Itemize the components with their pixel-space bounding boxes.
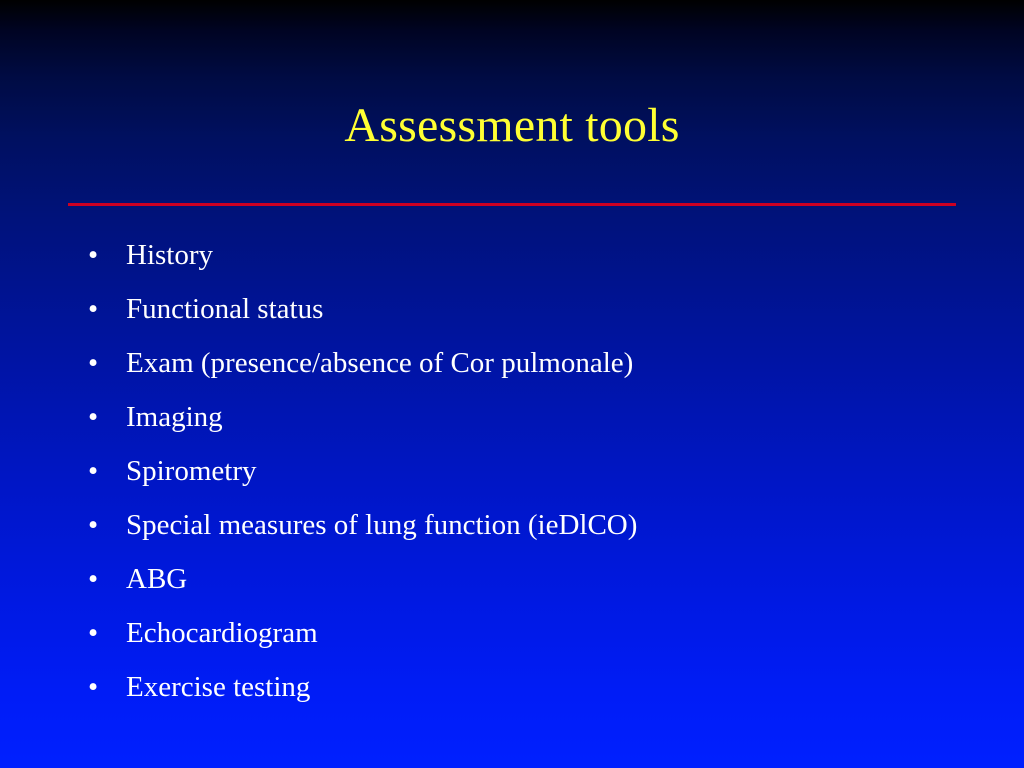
list-item-label: Functional status [126, 293, 324, 325]
bullet-icon: • [88, 455, 99, 487]
list-item [78, 390, 978, 444]
bullet-icon: • [88, 671, 99, 703]
list-item-label: Exercise testing [126, 671, 311, 703]
title-divider [68, 203, 956, 206]
list-item [78, 498, 978, 552]
list-item [78, 228, 978, 282]
list-item-label: Echocardiogram [126, 617, 318, 649]
list-item-label: Spirometry [126, 455, 257, 487]
list-item-label: ABG [126, 563, 188, 595]
bullet-icon: • [88, 563, 99, 595]
page-title: Assessment tools [344, 99, 680, 152]
bullet-icon: • [88, 239, 99, 271]
bullet-icon: • [88, 401, 99, 433]
list-item [78, 606, 978, 660]
bullet-list [78, 228, 978, 714]
bullet-icon: • [88, 509, 99, 541]
list-item [78, 282, 978, 336]
list-item [78, 444, 978, 498]
list-item-label: Imaging [126, 401, 223, 433]
list-item-label: History [126, 239, 213, 271]
bullet-icon: • [88, 293, 99, 325]
list-item-label: Special measures of lung function (ieDlCO) [126, 509, 638, 541]
bullet-icon: • [88, 347, 99, 379]
list-item-label: Exam (presence/absence of Cor pulmonale) [126, 347, 634, 379]
bullet-icon: • [88, 617, 99, 649]
list-item [78, 660, 978, 714]
list-item [78, 336, 978, 390]
list-item [78, 552, 978, 606]
